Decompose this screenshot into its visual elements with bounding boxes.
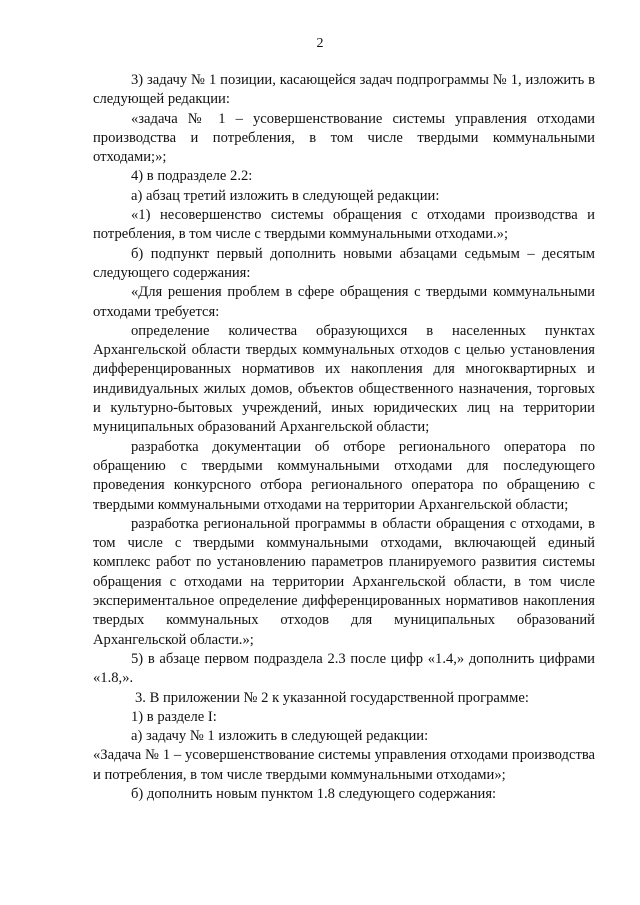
paragraph-regional-program: разработка региональной программы в области обращения с отходами, в том числе с твердыми коммунальными отходами, включающей единый комплекс работ по установлению параметров планируемого развития системы обращения с отходами на территории Архангельской области, в том числе экспериментальное определение дифференцированных нормативов накопления твердых коммунальных отходов для муниципальных образований Архангельской области.»; [93, 515, 595, 648]
paragraph-item-5: 5) в абзаце первом подраздела 2.3 после цифр «1.4,» дополнить цифрами «1.8,». [93, 650, 595, 687]
paragraph-section-3: 3. В приложении № 2 к указанной государственной программе: [135, 689, 529, 706]
paragraph-problems-intro: «Для решения проблем в сфере обращения с твердыми коммунальными отходами требуется: [93, 284, 595, 320]
paragraph-section-3-subitem-a: а) задачу № 1 изложить в следующей редакции: [131, 728, 429, 745]
paragraph-determination: определение количества образующихся в населенных пунктах Архангельской области твердых коммунальных отходов с целью установления дифференцированных нормативов их накопления для многоквартирных и индивидуальных жилых домов, объектов общественного назначения, торговых и культурно-бытовых учреждений, иных юридических лиц на территории муниципальных образований Архангельской области; [93, 322, 595, 436]
paragraph-documentation: разработка документации об отборе регионального оператора по обращению с твердыми коммунальными отходами для последующего проведения конкурсного отбора регионального оператора по обращению с твердыми коммунальными отходами на территории Архангельской области; [93, 438, 595, 513]
paragraph-section-3-subitem-b: б) дополнить новым пунктом 1.8 следующего содержания: [131, 785, 497, 802]
paragraph-quote-1: «1) несовершенство системы обращения с отходами производства и потребления, в том числе с твердыми коммунальными отходами.»; [93, 207, 595, 243]
document-body [93, 71, 595, 804]
paragraph-section-3-item-1: 1) в разделе I: [131, 708, 217, 725]
paragraph-task-1-text: «задача № 1 – усовершенствование системы управления отходами производства и потребления, в том числе твердыми коммунальными отходами;»; [93, 110, 595, 166]
paragraph-subitem-a: а) абзац третий изложить в следующей редакции: [131, 187, 440, 204]
paragraph-task-1-quote: «Задача № 1 – усовершенствование системы управления отходами производства и потребления, в том числе твердыми коммунальными отходами»; [93, 747, 595, 783]
paragraph-item-4: 4) в подразделе 2.2: [131, 168, 253, 185]
paragraph-item-3: 3) задачу № 1 позиции, касающейся задач подпрограммы № 1, изложить в следующей редакции: [93, 72, 595, 108]
page-number: 2 [316, 36, 324, 51]
paragraph-subitem-b: б) подпункт первый дополнить новыми абзацами седьмым – десятым следующего содержания: [93, 245, 595, 281]
